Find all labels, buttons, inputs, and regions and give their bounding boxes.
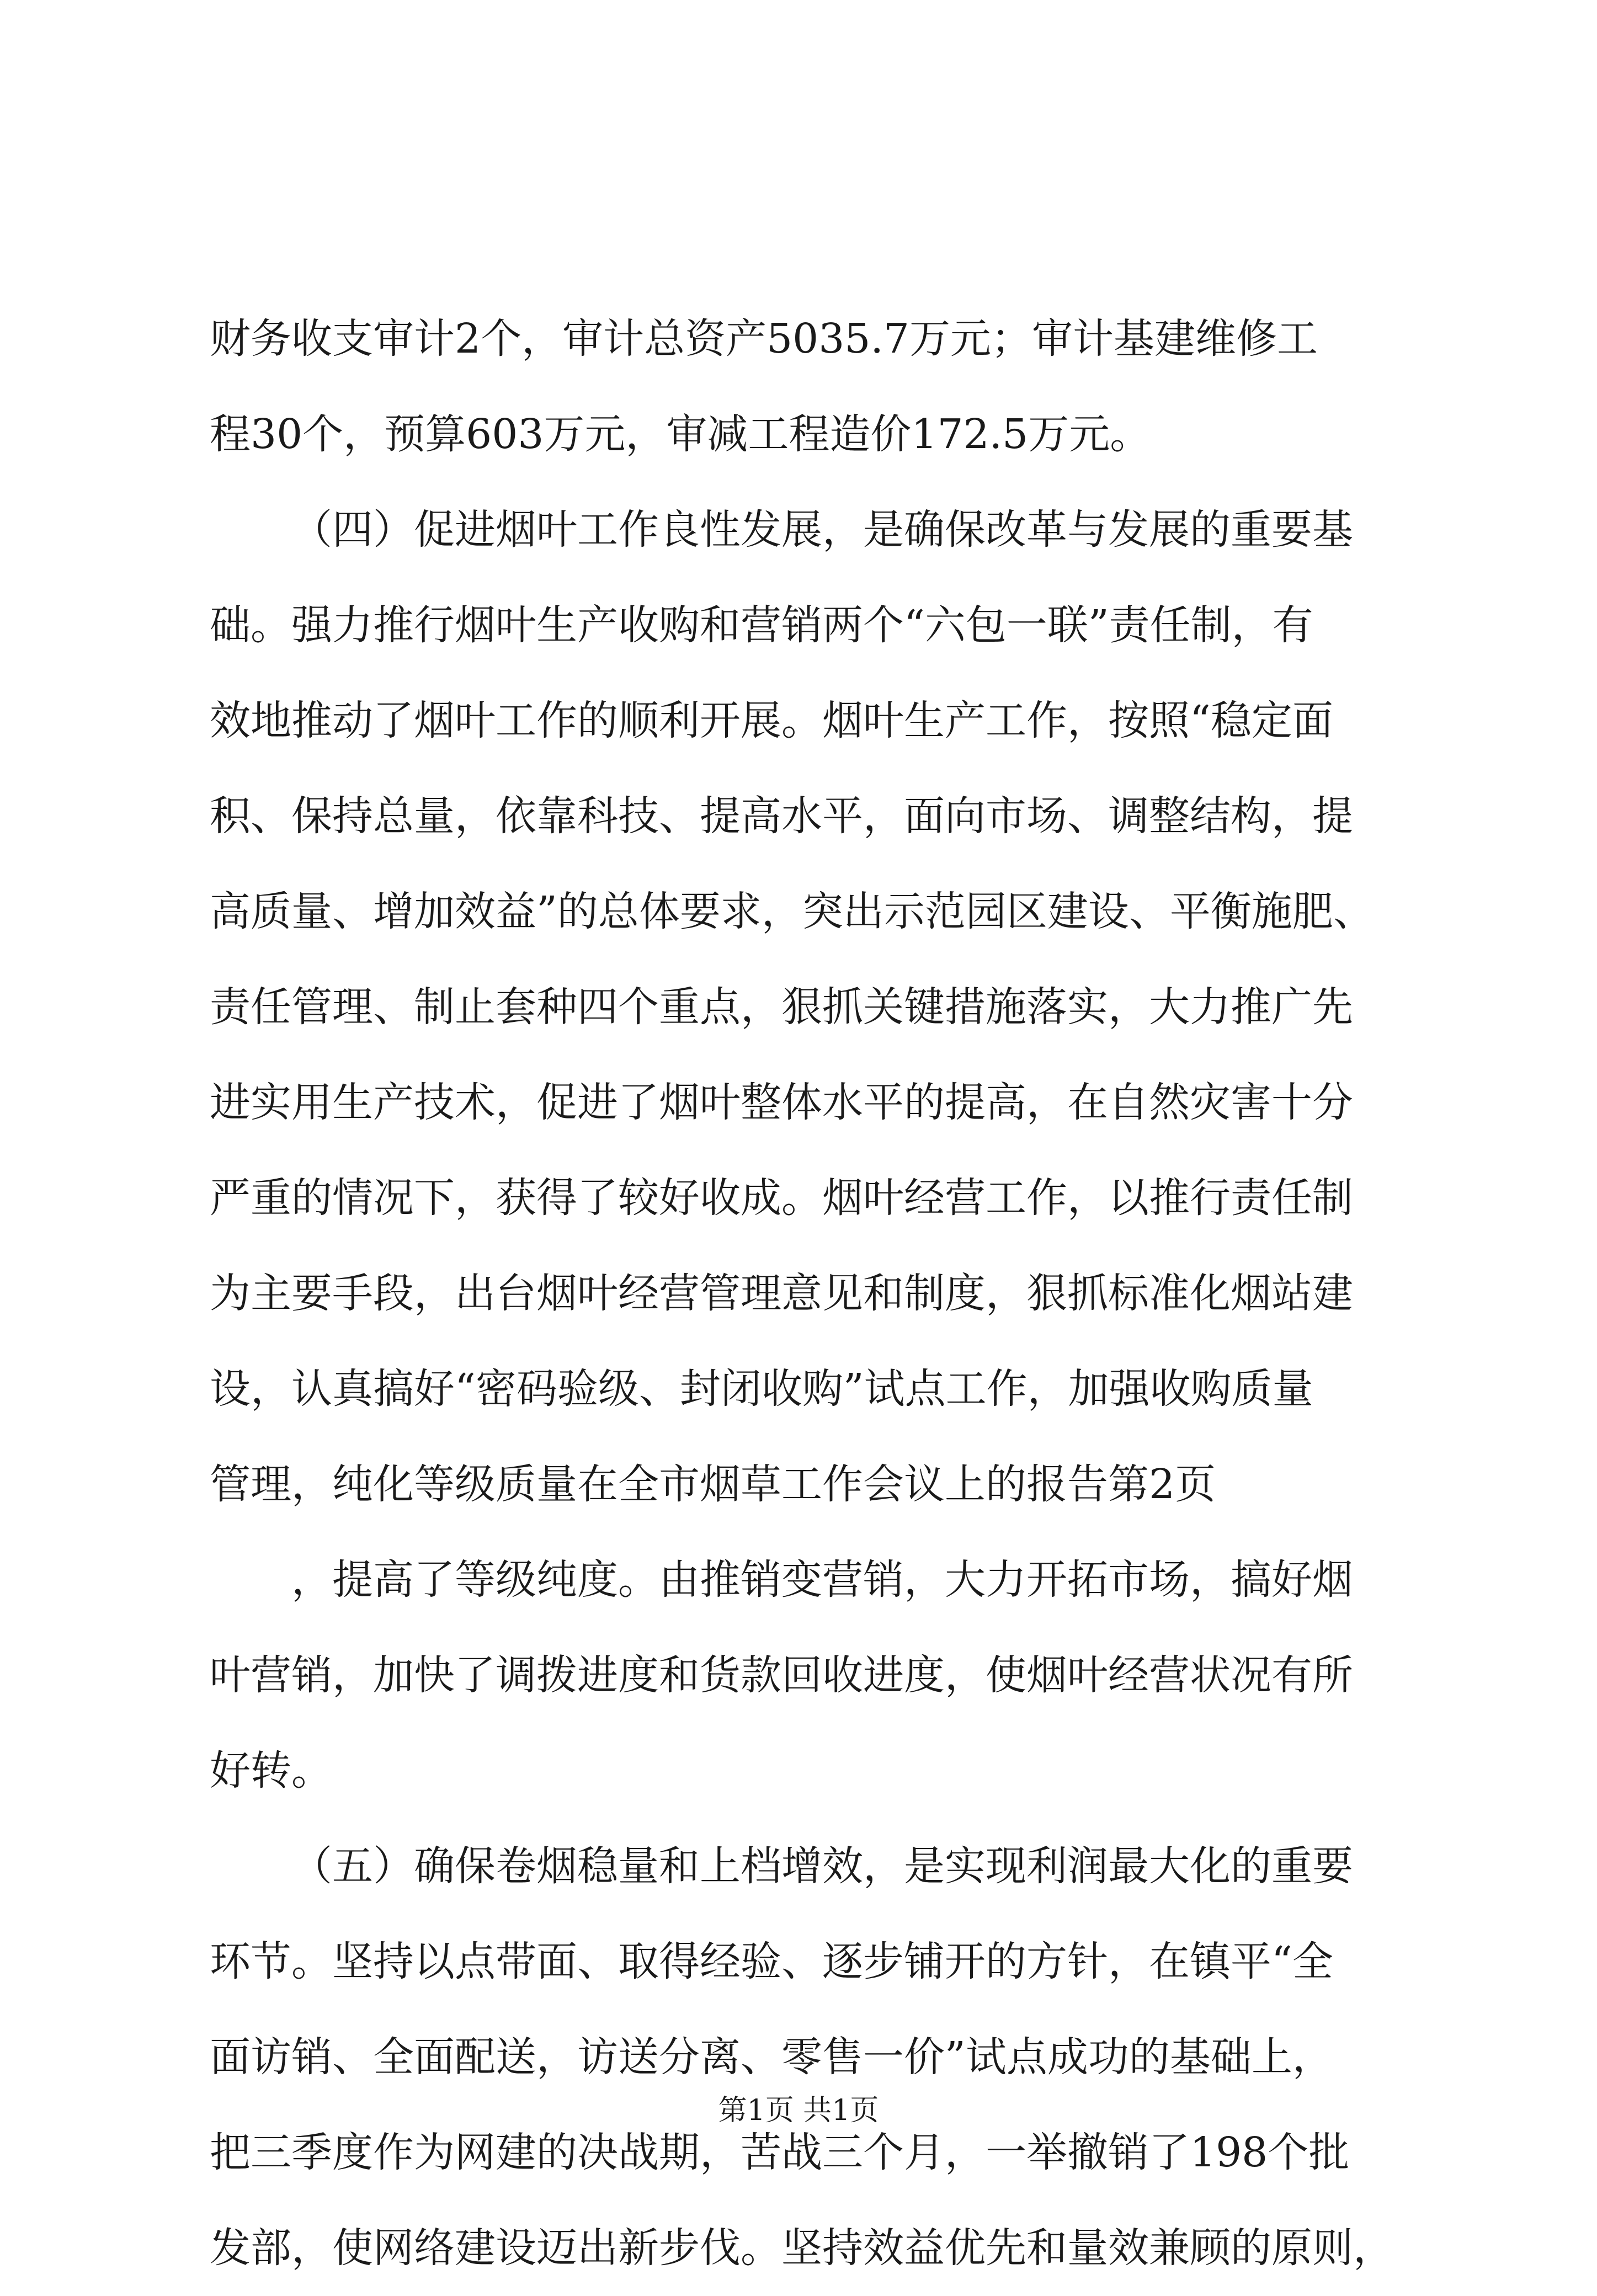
text-line: 责任管理、制止套种四个重点，狠抓关键措施落实，大力推广先: [210, 983, 1353, 1031]
text-line: 管理，纯化等级质量在全市烟草工作会议上的报告第2页: [210, 1461, 1216, 1508]
text-line: 础。强力推行烟叶生产收购和营销两个“六包一联”责任制，有: [210, 601, 1313, 649]
text-line: 效地推动了烟叶工作的顺利开展。烟叶生产工作，按照“稳定面: [210, 697, 1333, 744]
text-line: 为主要手段，出台烟叶经营管理意见和制度，狠抓标准化烟站建: [210, 1270, 1353, 1317]
text-line: 进实用生产技术，促进了烟叶整体水平的提高，在自然灾害十分: [210, 1079, 1353, 1126]
text-line: 把三季度作为网建的决战期，苦战三个月，一举撤销了198个批: [210, 2129, 1350, 2176]
text-line: 发部，使网络建设迈出新步伐。坚持效益优先和量效兼顾的原则，: [210, 2224, 1394, 2272]
text-line: 严重的情况下，获得了较好收成。烟叶经营工作，以推行责任制: [210, 1174, 1353, 1222]
paragraph-start-line: （五）确保卷烟稳量和上档增效，是实现利润最大化的重要: [291, 1842, 1353, 1890]
text-line: 面访销、全面配送，访送分离、零售一价”试点成功的基础上，: [210, 2033, 1333, 2081]
text-line: 设，认真搞好“密码验级、封闭收购”试点工作，加强收购质量: [210, 1365, 1313, 1413]
page-number-label: 第1页 共1页: [718, 2094, 879, 2127]
text-line: 财务收支审计2个，审计总资产5035.7万元；审计基建维修工: [210, 315, 1318, 363]
text-line: 好转。: [210, 1747, 332, 1794]
text-line: 程30个，预算603万元，审减工程造价172.5万元。: [210, 411, 1151, 458]
text-line: 高质量、增加效益”的总体要求，突出示范园区建设、平衡施肥、: [210, 888, 1374, 935]
document-body: [210, 291, 1407, 2296]
paragraph-start-line: ，提高了等级纯度。由推销变营销，大力开拓市场，搞好烟: [291, 1556, 1353, 1604]
paragraph-start-line: （四）促进烟叶工作良性发展，是确保改革与发展的重要基: [291, 506, 1353, 553]
text-line: 积、保持总量，依靠科技、提高水平，面向市场、调整结构，提: [210, 792, 1353, 840]
page-footer: [0, 2087, 1597, 2128]
text-line: 环节。坚持以点带面、取得经验、逐步铺开的方针，在镇平“全: [210, 1938, 1333, 1985]
text-line: 叶营销，加快了调拨进度和货款回收进度，使烟叶经营状况有所: [210, 1652, 1353, 1699]
